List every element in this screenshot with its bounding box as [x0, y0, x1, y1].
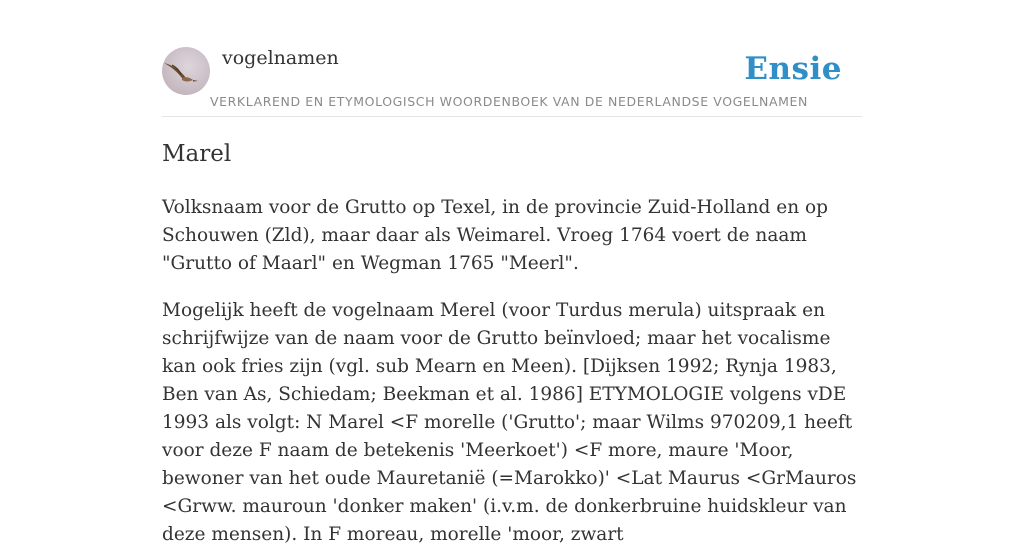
site-tagline: VERKLAREND EN ETYMOLOGISCH WOORDENBOEK VAN DE NEDERLANDSE VOGELNAMEN	[210, 94, 808, 109]
site-header	[162, 0, 862, 117]
entry-paragraph: Mogelijk heeft de vogelnaam Merel (voor Turdus merula) uitspraak en schrijfwijze van de naam voor de Grutto beïnvloed; maar het vocalisme kan ook fries zijn (vgl. sub Mearn en Meen). [Dijksen 1992; Rynja 1983, Ben van As, Schiedam; Beekman et al. 1986] ETYMOLOGIE volgens vDE 1993 als volgt: N Marel <F morelle ('Grutto'; maar Wilms 970209,1 heeft voor deze F naam de betekenis 'Meerkoet') <F more, maure 'Moor, bewoner van het oude Mauretanië (=Marokko)' <Lat Maurus <GrMauros <Grww. mauroun 'donker maken' (i.v.m. de donkerbruine huidskleur van deze mensen). In F moreau, morelle 'moor, zwart	[162, 300, 857, 545]
site-name[interactable]: vogelnamen	[222, 47, 339, 69]
page	[162, 0, 862, 545]
brand-logo[interactable]: Ensie	[744, 51, 842, 87]
bird-in-flight-icon	[162, 47, 210, 95]
entry-paragraph: Volksnaam voor de Grutto op Texel, in de provincie Zuid-Holland en op Schouwen (Zld), maar daar als Weimarel. Vroeg 1764 voert de naam "Grutto of Maarl" en Wegman 1765 "Meerl".	[162, 197, 829, 274]
avatar[interactable]	[162, 47, 210, 95]
entry-title: Marel	[162, 141, 232, 167]
entry-content	[162, 138, 862, 549]
